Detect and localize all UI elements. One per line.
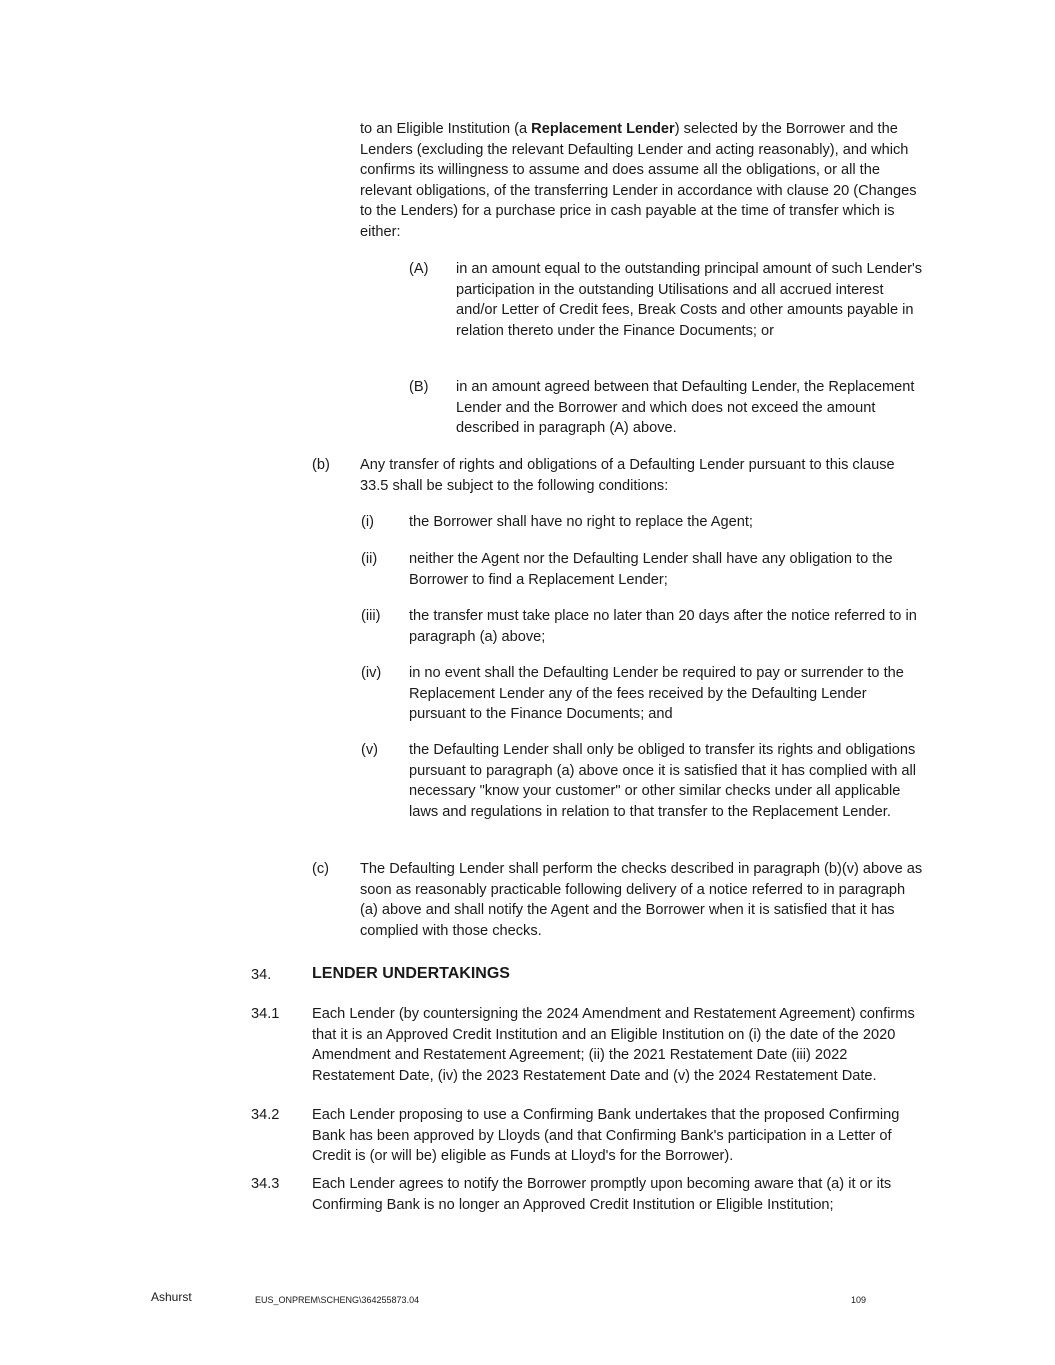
item-ii-label: (ii): [361, 551, 378, 567]
item-iv-label: (iv): [361, 665, 382, 681]
footer-document-reference: EUS_ONPREM\SCHENG\364255873.04: [255, 1295, 420, 1305]
item-i-label: (i): [361, 514, 374, 530]
item-v-label: (v): [361, 742, 379, 758]
para-b-text: Any transfer of rights and obligations of a Defaulting Lender pursuant to this clause 33.5 shall be subject to the following conditions:: [360, 457, 895, 494]
item-iii-text: the transfer must take place no later than 20 days after the notice referred to in paragraph (a) above;: [409, 608, 917, 645]
clause-34-2-text: Each Lender proposing to use a Confirming Bank undertakes that the proposed Confirming Bank has been approved by Lloyds (and that Confirming Bank's participation in a Letter of Credit is (or will be) eligible as Funds at Lloyd's for the Borrower).: [312, 1107, 900, 1165]
item-ii-text: neither the Agent nor the Defaulting Lender shall have any obligation to the Borrower to find a Replacement Lender;: [409, 551, 893, 588]
item-i-text: the Borrower shall have no right to replace the Agent;: [409, 514, 753, 530]
footer-page-number: 109: [851, 1295, 867, 1305]
sub-a-text: in an amount equal to the outstanding principal amount of such Lender's participation in the outstanding Utilisations and all accrued interest and/or Letter of Credit fees, Break Costs and other amounts payable in relation thereto under the Finance Documents; or: [456, 261, 923, 339]
sub-a-label: (A): [409, 261, 429, 277]
item-v-text: the Defaulting Lender shall only be obliged to transfer its rights and obligations pursuant to paragraph (a) above once it is satisfied that it has complied with all necessary "know your customer" or other similar checks under all applicable laws and regulations in relation to that transfer to the Replacement Lender.: [409, 742, 917, 820]
clause-34-1-number: 34.1: [251, 1006, 280, 1022]
para-b-label: (b): [312, 457, 330, 473]
item-iv-text: in no event shall the Defaulting Lender be required to pay or surrender to the Replacement Lender any of the fees received by the Defaulting Lender pursuant to the Finance Documents; and: [409, 665, 904, 723]
sub-b-text: in an amount agreed between that Defaulting Lender, the Replacement Lender and the Borrower and which does not exceed the amount described in paragraph (A) above.: [456, 379, 915, 437]
clause-34-number: 34.: [251, 967, 272, 983]
intro-paragraph: [360, 119, 925, 243]
para-c-label: (c): [312, 861, 330, 877]
item-iii-label: (iii): [361, 608, 381, 624]
footer-firm-name: Ashurst: [151, 1290, 192, 1304]
intro-text-start: to an Eligible Institution (a: [360, 121, 532, 137]
intro-text-end: ) selected by the Borrower and the Lenders (excluding the relevant Defaulting Lender and acting reasonably), and which confirms its willingness to assume and does assume all the obligations, or all the relevant obligations, of the transferring Lender in accordance with clause 20 (Changes to the Lenders) for a purchase price in cash payable at the time of transfer which is either:: [360, 121, 917, 240]
clause-34-2-number: 34.2: [251, 1107, 280, 1123]
sub-b-label: (B): [409, 379, 429, 395]
clause-34-3-text: Each Lender agrees to notify the Borrower promptly upon becoming aware that (a) it or its Confirming Bank is no longer an Approved Credit Institution or Eligible Institution;: [312, 1176, 892, 1213]
clause-34-1-text: Each Lender (by countersigning the 2024 Amendment and Restatement Agreement) confirms that it is an Approved Credit Institution and an Eligible Institution on (i) the date of the 2020 Amendment and Restatement Agreement; (ii) the 2021 Restatement Date (iii) 2022 Restatement Date, (iv) the 2023 Restatement Date and (v) the 2024 Restatement Date.: [312, 1006, 915, 1084]
defined-term-replacement-lender: Replacement Lender: [531, 121, 675, 137]
para-c-text: The Defaulting Lender shall perform the checks described in paragraph (b)(v) above as soon as reasonably practicable following delivery of a notice referred to in paragraph (a) above and shall notify the Agent and the Borrower when it is satisfied that it has complied with those checks.: [360, 861, 923, 939]
clause-34-3-number: 34.3: [251, 1176, 280, 1192]
clause-34-heading: LENDER UNDERTAKINGS: [312, 965, 510, 982]
